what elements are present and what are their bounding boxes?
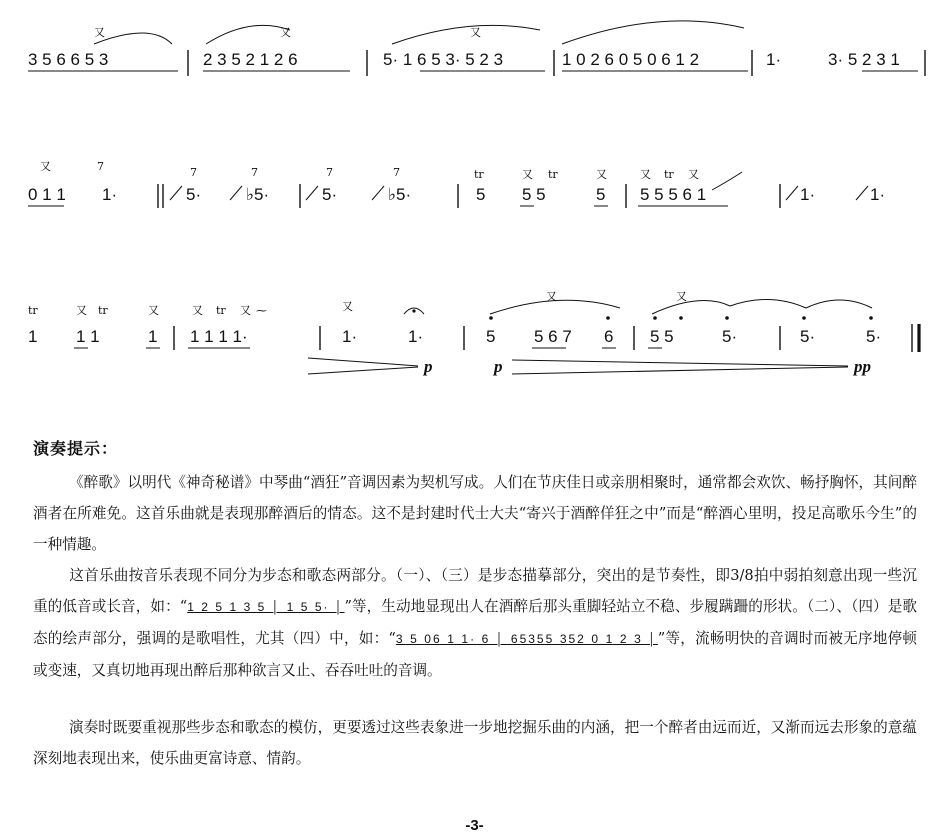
measure-r2-12: 1· bbox=[870, 185, 886, 204]
mordent: ⁓ bbox=[256, 304, 267, 317]
score-row-3 bbox=[28, 290, 919, 376]
slide-mark bbox=[306, 186, 318, 200]
slide-mark bbox=[856, 186, 868, 200]
measure-r1-4: 1 0 2 6 0 5 0 6 1 2 bbox=[562, 50, 700, 69]
slur bbox=[806, 300, 872, 308]
ornament-you: 又 bbox=[40, 160, 51, 173]
ornament-you: 又 bbox=[640, 168, 651, 181]
measure-r1-5: 1· bbox=[766, 50, 782, 69]
high-dot bbox=[802, 316, 806, 320]
notation-example-2: 3 5 06 1 1· 6 │ 65355 352 0 1 2 3 │ bbox=[395, 632, 658, 646]
dynamic-p: p bbox=[494, 357, 503, 376]
paragraph-2 bbox=[33, 560, 917, 686]
measure-r2-6: ♭5· bbox=[388, 185, 412, 204]
ornament-you: 又 bbox=[688, 168, 699, 181]
paragraph-2-text-b: ”等，生动地显现出人在酒醉后那头重脚轻站立不稳、步履蹒跚的形状。（二）、（四）是歌态的绘声部分，强调的是歌唱性，尤其（四）中，如：“ bbox=[33, 598, 917, 647]
diminuendo bbox=[512, 360, 848, 366]
measure-r3-12: 5· bbox=[800, 327, 816, 346]
high-dot bbox=[869, 316, 873, 320]
measure-r2-2: 1· bbox=[102, 185, 118, 204]
trill: tr bbox=[548, 168, 558, 181]
measure-r3-2: 1 1 bbox=[76, 327, 100, 346]
measure-r2-10: 5 5 5 6 1 bbox=[640, 185, 707, 204]
trill: tr bbox=[474, 168, 484, 181]
measure-r2-11: 1· bbox=[800, 185, 816, 204]
measure-r3-1: 1 bbox=[28, 327, 38, 346]
measure-r3-9: 6 bbox=[604, 327, 614, 346]
paragraph-1 bbox=[33, 467, 917, 560]
high-dot bbox=[679, 316, 683, 320]
grace-seven: 7 bbox=[393, 166, 400, 179]
dynamic-p: p bbox=[424, 357, 433, 376]
slide-mark bbox=[786, 186, 798, 200]
measure-r3-11: 5· bbox=[722, 327, 738, 346]
trill: tr bbox=[664, 168, 674, 181]
slur bbox=[562, 21, 744, 44]
measure-r1-1: 3 5 6 6 5 3 bbox=[28, 50, 109, 69]
score-row-2 bbox=[28, 160, 885, 208]
ornament-you: 又 bbox=[280, 26, 291, 39]
slur bbox=[730, 299, 806, 308]
slide-mark bbox=[170, 186, 182, 200]
trill: tr bbox=[28, 304, 38, 317]
slur bbox=[392, 25, 540, 44]
measure-r2-1: 0 1 1 bbox=[28, 185, 66, 204]
ornament-you: 又 bbox=[148, 304, 159, 317]
trill: tr bbox=[216, 304, 226, 317]
high-dot bbox=[653, 316, 657, 320]
ornament-you: 又 bbox=[596, 168, 607, 181]
measure-r3-10: 5 5 bbox=[650, 327, 674, 346]
measure-r3-7: 5 bbox=[486, 327, 496, 346]
slur bbox=[206, 25, 290, 44]
notation-example-1: 1 2 5 1 3 5 │ 1 5 5· │ bbox=[187, 600, 345, 614]
paragraph-3-text: 演奏时既要重视那些步态和歌态的模仿，更要透过这些表象进一步地挖掘乐曲的内涵，把一个醉者由远而近，又渐而远去形象的意蕴深刻地表现出来，使乐曲更富诗意、情韵。 bbox=[33, 719, 917, 767]
measure-r2-3: 5· bbox=[186, 185, 202, 204]
ornament-you: 又 bbox=[342, 300, 353, 313]
ornament-you: 又 bbox=[240, 304, 251, 317]
high-dot bbox=[725, 316, 729, 320]
grace-seven: 7 bbox=[190, 166, 197, 179]
score-svg bbox=[0, 0, 949, 410]
grace-seven: 7 bbox=[251, 166, 258, 179]
paragraph-3 bbox=[33, 712, 917, 774]
measure-r2-9: 5 bbox=[596, 185, 606, 204]
measure-r2-8: 5 5 bbox=[522, 185, 546, 204]
page-number: -3- bbox=[465, 817, 484, 834]
notes-title: 演奏提示： bbox=[33, 439, 119, 458]
slide-mark bbox=[712, 172, 742, 190]
trill: tr bbox=[98, 304, 108, 317]
measure-r3-13: 5· bbox=[866, 327, 882, 346]
measure-r2-7: 5 bbox=[476, 185, 486, 204]
measure-r1-6: 3· 5 2 3 1 bbox=[828, 50, 900, 69]
paragraph-2-text-c: ”等，流畅明快的音调时而被无序地停顿或变速，又真切地再现出醉后那种欲言又止、吞吞吐吐的音调。 bbox=[33, 630, 917, 679]
grace-seven: 7 bbox=[326, 166, 333, 179]
ornament-you: 又 bbox=[676, 290, 687, 303]
slur bbox=[652, 301, 730, 314]
measure-r3-4: 1 1 1 1· bbox=[190, 327, 248, 346]
paragraph-1-text: 《醉歌》以明代《神奇秘谱》中琴曲“酒狂”音调因素为契机写成。人们在节庆佳日或亲朋相聚时，通常都会欢饮、畅抒胸怀，其间醉酒者在所难免。这首乐曲就是表现那醉酒后的情态。这不是封建时代士大夫“寄兴于酒醉佯狂之中”而是“醉酒心里明，投足高歌乐今生”的一种情趣。 bbox=[33, 474, 917, 553]
diminuendo bbox=[308, 358, 418, 366]
paragraph-2-text-a: 这首乐曲按音乐表现不同分为步态和歌态两部分。（一）、（三）是步态描摹部分，突出的是节奏性，即3/8拍中弱拍刻意出现一些沉重的低音或长音，如：“ bbox=[33, 567, 917, 615]
measure-r3-6: 1· bbox=[408, 327, 424, 346]
high-dot bbox=[489, 316, 493, 320]
ornament-you: 又 bbox=[76, 304, 87, 317]
fermata-dot bbox=[412, 309, 415, 312]
music-score bbox=[0, 0, 949, 410]
ornament-you: 又 bbox=[470, 26, 481, 39]
measure-r3-3: 1 bbox=[148, 327, 158, 346]
measure-r1-2: 2 3 5 2 1 2 6 bbox=[203, 50, 298, 69]
slide-mark bbox=[230, 186, 242, 200]
diminuendo bbox=[512, 367, 848, 374]
dynamic-pp: pp bbox=[854, 357, 871, 376]
score-row-1 bbox=[28, 21, 925, 76]
grace-seven: 7 bbox=[97, 160, 104, 173]
measure-r3-5: 1· bbox=[342, 327, 358, 346]
high-dot bbox=[606, 316, 610, 320]
diminuendo bbox=[308, 367, 418, 374]
measure-r2-5: 5· bbox=[322, 185, 338, 204]
ornament-you: 又 bbox=[192, 304, 203, 317]
ornament-you: 又 bbox=[522, 168, 533, 181]
ornament-you: 又 bbox=[94, 26, 105, 39]
slide-mark bbox=[372, 186, 384, 200]
measure-r2-4: ♭5· bbox=[246, 185, 270, 204]
ornament-you: 又 bbox=[546, 290, 557, 303]
slur bbox=[94, 33, 172, 44]
measure-r1-3: 5· 1 6 5 3· 5 2 3 bbox=[383, 50, 504, 69]
measure-r3-8: 5 6 7 bbox=[534, 327, 572, 346]
